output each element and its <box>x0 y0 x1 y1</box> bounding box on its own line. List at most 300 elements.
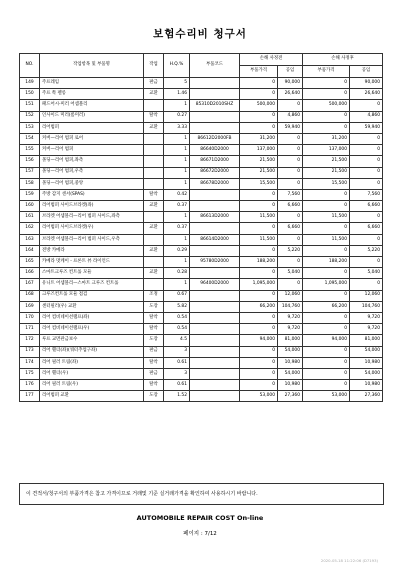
table-row <box>20 324 383 335</box>
row-part-price-before: 11,500 <box>240 212 278 223</box>
row-hq: 0.54 <box>164 312 190 323</box>
table-row <box>20 78 383 89</box>
row-item: 인사이드 미러(룸미러) <box>40 111 144 122</box>
row-labor-after: 9,720 <box>350 312 383 323</box>
row-part-price-before: 137,000 <box>240 145 278 156</box>
row-part-price-after: 31,200 <box>303 133 350 144</box>
row-item: 리어 필러 트림(우) <box>40 380 144 391</box>
row-code: 96400D2000 <box>190 279 240 290</box>
row-labor-after: 0 <box>350 145 383 156</box>
row-labor-before: 0 <box>278 167 303 178</box>
row-work <box>144 100 164 111</box>
row-part-price-after: 53,000 <box>303 391 350 402</box>
row-item: 센터필러(우) 교환 <box>40 301 144 312</box>
header-hq: H.Q.% <box>164 54 190 78</box>
row-work: 교환 <box>144 122 164 133</box>
row-part-price-before: 500,000 <box>240 100 278 111</box>
row-code <box>190 89 240 100</box>
row-hq: 4.5 <box>164 335 190 346</box>
table-row <box>20 268 383 279</box>
row-part-price-after: 0 <box>303 346 350 357</box>
row-labor-after: 54,000 <box>350 368 383 379</box>
row-no: 158 <box>20 178 40 189</box>
row-code <box>190 111 240 122</box>
row-part-price-before: 0 <box>240 189 278 200</box>
row-labor-before: 10,980 <box>278 380 303 391</box>
row-labor-after: 0 <box>350 212 383 223</box>
table-row <box>20 368 383 379</box>
row-labor-after: 59,940 <box>350 122 383 133</box>
row-item: 리어범퍼 사이드브라켓(좌) <box>40 201 144 212</box>
row-work: 교환 <box>144 201 164 212</box>
row-labor-before: 54,000 <box>278 368 303 379</box>
table-row <box>20 189 383 200</box>
row-labor-after: 0 <box>350 156 383 167</box>
row-work: 판금 <box>144 368 164 379</box>
row-code: 86672D2000 <box>190 167 240 178</box>
row-labor-after: 0 <box>350 178 383 189</box>
row-no: 156 <box>20 156 40 167</box>
row-part-price-after: 0 <box>303 312 350 323</box>
row-item: 크루즈컨트롤 모듈 점검 <box>40 290 144 301</box>
row-hq: 0.27 <box>164 111 190 122</box>
row-labor-after: 4,860 <box>350 111 383 122</box>
table-row <box>20 212 383 223</box>
row-part-price-before: 0 <box>240 111 278 122</box>
row-no: 175 <box>20 368 40 379</box>
row-hq: 0.37 <box>164 223 190 234</box>
header-after: 손해 사정후 <box>303 54 383 66</box>
print-stamp: 2020-05-18 11:22:06 (D7193) <box>320 558 378 563</box>
row-labor-after: 0 <box>350 279 383 290</box>
row-part-price-before: 188,200 <box>240 257 278 268</box>
row-no: 159 <box>20 189 40 200</box>
table-row <box>20 201 383 212</box>
row-no: 177 <box>20 391 40 402</box>
row-item: 루프 교면관금보수 <box>40 335 144 346</box>
row-hq: 1 <box>164 133 190 144</box>
row-part-price-after: 21,500 <box>303 167 350 178</box>
row-item: 몰딩—리어 범퍼,중앙 <box>40 178 144 189</box>
row-item: 스마트크루즈 컨트롤 모듈 <box>40 268 144 279</box>
row-part-price-after: 66,200 <box>303 301 350 312</box>
row-code: 86640D2000 <box>190 145 240 156</box>
row-labor-after: 5,220 <box>350 245 383 256</box>
row-labor-after: 6,660 <box>350 201 383 212</box>
row-no: 154 <box>20 133 40 144</box>
header-work: 작업 <box>144 54 164 78</box>
row-part-price-after: 1,095,000 <box>303 279 350 290</box>
row-code <box>190 189 240 200</box>
row-part-price-after: 0 <box>303 223 350 234</box>
row-hq: 5 <box>164 78 190 89</box>
row-part-price-before: 0 <box>240 346 278 357</box>
row-code <box>190 122 240 133</box>
row-work <box>144 145 164 156</box>
footer-brand: AUTOMOBILE REPAIR COST On-line <box>136 514 264 522</box>
row-part-price-after: 0 <box>303 245 350 256</box>
row-labor-after: 5,040 <box>350 268 383 279</box>
row-work <box>144 133 164 144</box>
header-labor-after: 공임 <box>350 66 383 78</box>
row-item: 커버—리어 범퍼 <box>40 145 144 156</box>
row-part-price-before: 0 <box>240 290 278 301</box>
row-part-price-before: 31,200 <box>240 133 278 144</box>
row-part-price-before: 0 <box>240 268 278 279</box>
row-work: 도장 <box>144 391 164 402</box>
row-part-price-before: 0 <box>240 122 278 133</box>
row-labor-after: 104,760 <box>350 301 383 312</box>
header-before: 손해 사정전 <box>240 54 303 66</box>
row-work: 판금 <box>144 78 164 89</box>
row-part-price-before: 11,500 <box>240 234 278 245</box>
row-hq: 5.82 <box>164 301 190 312</box>
row-code <box>190 268 240 279</box>
table-row <box>20 357 383 368</box>
row-no: 167 <box>20 279 40 290</box>
row-work <box>144 156 164 167</box>
row-part-price-before: 0 <box>240 368 278 379</box>
row-part-price-before: 53,000 <box>240 391 278 402</box>
row-work: 탈착 <box>144 111 164 122</box>
row-labor-before: 0 <box>278 212 303 223</box>
row-part-price-after: 11,500 <box>303 212 350 223</box>
row-item: 주프 쪽 펠롱 <box>40 89 144 100</box>
row-part-price-before: 0 <box>240 312 278 323</box>
table-row <box>20 178 383 189</box>
row-work <box>144 279 164 290</box>
row-part-price-before: 0 <box>240 324 278 335</box>
row-part-price-after: 0 <box>303 380 350 391</box>
row-part-price-after: 188,200 <box>303 257 350 268</box>
row-no: 170 <box>20 312 40 323</box>
row-hq: 0.61 <box>164 357 190 368</box>
row-part-price-after: 0 <box>303 268 350 279</box>
row-item: 몰딩—리어 범퍼,우측 <box>40 167 144 178</box>
disclaimer-note: 이 견적서/청구서의 부품가격은 참고 가격이므로 거래및 기준 실거래가격을 확인하여 사용하시기 바랍니다. <box>19 483 384 505</box>
row-part-price-before: 94,000 <box>240 335 278 346</box>
row-labor-before: 54,000 <box>278 346 303 357</box>
row-labor-before: 26,640 <box>278 89 303 100</box>
table-row <box>20 223 383 234</box>
row-labor-after: 26,640 <box>350 89 383 100</box>
row-part-price-before: 21,500 <box>240 167 278 178</box>
table-row <box>20 346 383 357</box>
header-part-price-after: 부품가격 <box>303 66 350 78</box>
table-row <box>20 290 383 301</box>
row-part-price-before: 0 <box>240 78 278 89</box>
row-hq: 0.28 <box>164 268 190 279</box>
row-hq: 1.52 <box>164 391 190 402</box>
row-no: 169 <box>20 301 40 312</box>
header-part-price-before: 부품가격 <box>240 66 278 78</box>
row-part-price-after: 0 <box>303 290 350 301</box>
table-row <box>20 133 383 144</box>
row-hq: 0.42 <box>164 189 190 200</box>
row-labor-before: 4,860 <box>278 111 303 122</box>
header-no: NO. <box>20 54 40 78</box>
row-hq: 0.67 <box>164 290 190 301</box>
row-code: 86613D2000 <box>190 212 240 223</box>
row-labor-before: 5,220 <box>278 245 303 256</box>
row-item: 패드어시-미러 어셈블리 <box>40 100 144 111</box>
row-no: 163 <box>20 234 40 245</box>
row-part-price-before: 0 <box>240 89 278 100</box>
row-item: 카메라 멋케이 - 프론트 뷰 라이언드 <box>40 257 144 268</box>
row-part-price-after: 0 <box>303 201 350 212</box>
row-code <box>190 391 240 402</box>
row-no: 174 <box>20 357 40 368</box>
row-labor-before: 0 <box>278 257 303 268</box>
row-work: 탈착 <box>144 357 164 368</box>
row-code: 95780D2000 <box>190 257 240 268</box>
row-part-price-after: 137,000 <box>303 145 350 156</box>
row-work: 판금 <box>144 346 164 357</box>
row-labor-before: 0 <box>278 234 303 245</box>
row-work: 탈착 <box>144 189 164 200</box>
row-no: 166 <box>20 268 40 279</box>
row-labor-after: 54,000 <box>350 346 383 357</box>
row-code <box>190 312 240 323</box>
row-code <box>190 245 240 256</box>
row-code <box>190 335 240 346</box>
row-part-price-before: 15,500 <box>240 178 278 189</box>
row-work <box>144 167 164 178</box>
row-code: 85310D2010SHZ <box>190 100 240 111</box>
row-work <box>144 257 164 268</box>
table-row <box>20 279 383 290</box>
row-no: 153 <box>20 122 40 133</box>
row-part-price-before: 0 <box>240 223 278 234</box>
row-no: 164 <box>20 245 40 256</box>
row-part-price-before: 0 <box>240 245 278 256</box>
table-body <box>20 78 383 402</box>
row-no: 173 <box>20 346 40 357</box>
table-row <box>20 335 383 346</box>
row-hq: 3 <box>164 368 190 379</box>
row-work: 교환 <box>144 89 164 100</box>
row-hq: 1 <box>164 279 190 290</box>
header-code: 부품코드 <box>190 54 240 78</box>
row-part-price-before: 1,095,000 <box>240 279 278 290</box>
row-part-price-after: 15,500 <box>303 178 350 189</box>
row-labor-after: 10,980 <box>350 357 383 368</box>
row-labor-before: 27,360 <box>278 391 303 402</box>
row-labor-before: 9,720 <box>278 324 303 335</box>
row-part-price-after: 0 <box>303 78 350 89</box>
row-code <box>190 301 240 312</box>
row-labor-after: 90,000 <box>350 78 383 89</box>
row-labor-before: 10,980 <box>278 357 303 368</box>
row-work: 탈착 <box>144 324 164 335</box>
table-row <box>20 145 383 156</box>
row-hq: 0.29 <box>164 245 190 256</box>
row-hq: 3 <box>164 346 190 357</box>
row-part-price-after: 21,500 <box>303 156 350 167</box>
row-item: 리어 휀더(좌)(쿼터추업구좌) <box>40 346 144 357</box>
row-labor-before: 0 <box>278 178 303 189</box>
table-row <box>20 257 383 268</box>
row-work <box>144 212 164 223</box>
row-part-price-after: 11,500 <box>303 234 350 245</box>
row-part-price-after: 0 <box>303 89 350 100</box>
row-hq: 1 <box>164 234 190 245</box>
row-part-price-after: 0 <box>303 357 350 368</box>
row-work: 탈착 <box>144 312 164 323</box>
row-labor-before: 0 <box>278 145 303 156</box>
row-item: 리어 컴비네이션램프(우) <box>40 324 144 335</box>
row-code <box>190 346 240 357</box>
row-item: 주프레임 <box>40 78 144 89</box>
row-item: 커버—리어 범퍼 로어 <box>40 133 144 144</box>
row-part-price-after: 0 <box>303 324 350 335</box>
table-row <box>20 391 383 402</box>
row-no: 155 <box>20 145 40 156</box>
row-no: 150 <box>20 89 40 100</box>
row-code <box>190 368 240 379</box>
document-title: 보험수리비 청구서 <box>153 28 247 40</box>
page-number: 페이지 : 7/12 <box>183 531 217 537</box>
row-labor-before: 0 <box>278 133 303 144</box>
row-labor-after: 27,360 <box>350 391 383 402</box>
row-part-price-after: 0 <box>303 111 350 122</box>
row-labor-after: 10,980 <box>350 380 383 391</box>
row-code <box>190 380 240 391</box>
row-work <box>144 234 164 245</box>
row-part-price-after: 0 <box>303 368 350 379</box>
row-part-price-after: 94,000 <box>303 335 350 346</box>
table-row <box>20 301 383 312</box>
row-item: 브라켓 어셈블리—리어 범퍼 사이드,좌측 <box>40 212 144 223</box>
row-item: 리어범퍼 사이드브라켓(우) <box>40 223 144 234</box>
row-code: 86671D2000 <box>190 156 240 167</box>
row-no: 149 <box>20 78 40 89</box>
row-work: 도장 <box>144 301 164 312</box>
row-no: 171 <box>20 324 40 335</box>
row-labor-after: 9,720 <box>350 324 383 335</box>
row-no: 168 <box>20 290 40 301</box>
row-code <box>190 223 240 234</box>
row-labor-after: 0 <box>350 257 383 268</box>
row-labor-before: 9,720 <box>278 312 303 323</box>
row-labor-before: 6,660 <box>278 223 303 234</box>
row-hq: 0.54 <box>164 324 190 335</box>
row-part-price-after: 0 <box>303 122 350 133</box>
row-labor-before: 104,760 <box>278 301 303 312</box>
row-work: 교환 <box>144 268 164 279</box>
header-labor-before: 공임 <box>278 66 303 78</box>
row-hq: 1 <box>164 212 190 223</box>
row-hq: 0.61 <box>164 380 190 391</box>
row-work: 탈착 <box>144 380 164 391</box>
row-no: 162 <box>20 223 40 234</box>
row-code: 86612D2000FB <box>190 133 240 144</box>
row-labor-after: 81,000 <box>350 335 383 346</box>
row-labor-before: 0 <box>278 156 303 167</box>
row-no: 152 <box>20 111 40 122</box>
row-no: 151 <box>20 100 40 111</box>
row-part-price-before: 0 <box>240 357 278 368</box>
row-labor-before: 0 <box>278 100 303 111</box>
row-item: 몰딩—리어 범퍼,좌측 <box>40 156 144 167</box>
row-hq: 1 <box>164 178 190 189</box>
row-item: 리어범퍼 <box>40 122 144 133</box>
table-row <box>20 100 383 111</box>
row-hq: 1 <box>164 257 190 268</box>
row-hq: 0.37 <box>164 201 190 212</box>
row-hq: 1 <box>164 156 190 167</box>
row-hq: 1 <box>164 145 190 156</box>
row-labor-before: 6,660 <box>278 201 303 212</box>
row-no: 157 <box>20 167 40 178</box>
table-row <box>20 245 383 256</box>
table-row <box>20 122 383 133</box>
row-item: 리어 필러 트림(좌) <box>40 357 144 368</box>
row-code <box>190 290 240 301</box>
claim-table <box>19 53 383 402</box>
row-no: 165 <box>20 257 40 268</box>
table-row <box>20 167 383 178</box>
row-labor-before: 81,000 <box>278 335 303 346</box>
row-labor-before: 7,560 <box>278 189 303 200</box>
row-work: 도장 <box>144 335 164 346</box>
row-labor-after: 7,560 <box>350 189 383 200</box>
row-labor-after: 0 <box>350 167 383 178</box>
row-code <box>190 357 240 368</box>
row-hq: 1 <box>164 100 190 111</box>
row-part-price-before: 66,200 <box>240 301 278 312</box>
row-code <box>190 78 240 89</box>
row-item: 유니트 어셈블리—스마트 크루즈 컨트롤 <box>40 279 144 290</box>
row-work: 조정 <box>144 290 164 301</box>
row-labor-before: 90,000 <box>278 78 303 89</box>
row-hq: 1.46 <box>164 89 190 100</box>
row-no: 176 <box>20 380 40 391</box>
row-labor-after: 0 <box>350 234 383 245</box>
row-item: 전방 카메라 <box>40 245 144 256</box>
row-item: 리어범퍼 교환 <box>40 391 144 402</box>
row-no: 172 <box>20 335 40 346</box>
row-work <box>144 178 164 189</box>
row-work: 교환 <box>144 245 164 256</box>
row-item: 리어 컴비네이션램프(좌) <box>40 312 144 323</box>
row-no: 160 <box>20 201 40 212</box>
table-row <box>20 312 383 323</box>
row-part-price-after: 500,000 <box>303 100 350 111</box>
row-code <box>190 201 240 212</box>
row-part-price-after: 0 <box>303 189 350 200</box>
table-row <box>20 156 383 167</box>
table-row <box>20 380 383 391</box>
row-hq: 1 <box>164 167 190 178</box>
row-labor-after: 0 <box>350 100 383 111</box>
row-code: 86614D2000 <box>190 234 240 245</box>
table-row <box>20 234 383 245</box>
row-item: 주방 감지 센서(SPAS) <box>40 189 144 200</box>
row-part-price-before: 0 <box>240 380 278 391</box>
row-part-price-before: 21,500 <box>240 156 278 167</box>
row-code: 86678D2000 <box>190 178 240 189</box>
row-code <box>190 324 240 335</box>
row-work: 교환 <box>144 223 164 234</box>
header-item: 작업항목 및 부품명 <box>40 54 144 78</box>
row-item: 리어 휀더(우) <box>40 368 144 379</box>
row-part-price-before: 0 <box>240 201 278 212</box>
row-labor-before: 12,060 <box>278 290 303 301</box>
row-labor-before: 59,940 <box>278 122 303 133</box>
row-hq: 3.33 <box>164 122 190 133</box>
row-labor-after: 12,060 <box>350 290 383 301</box>
